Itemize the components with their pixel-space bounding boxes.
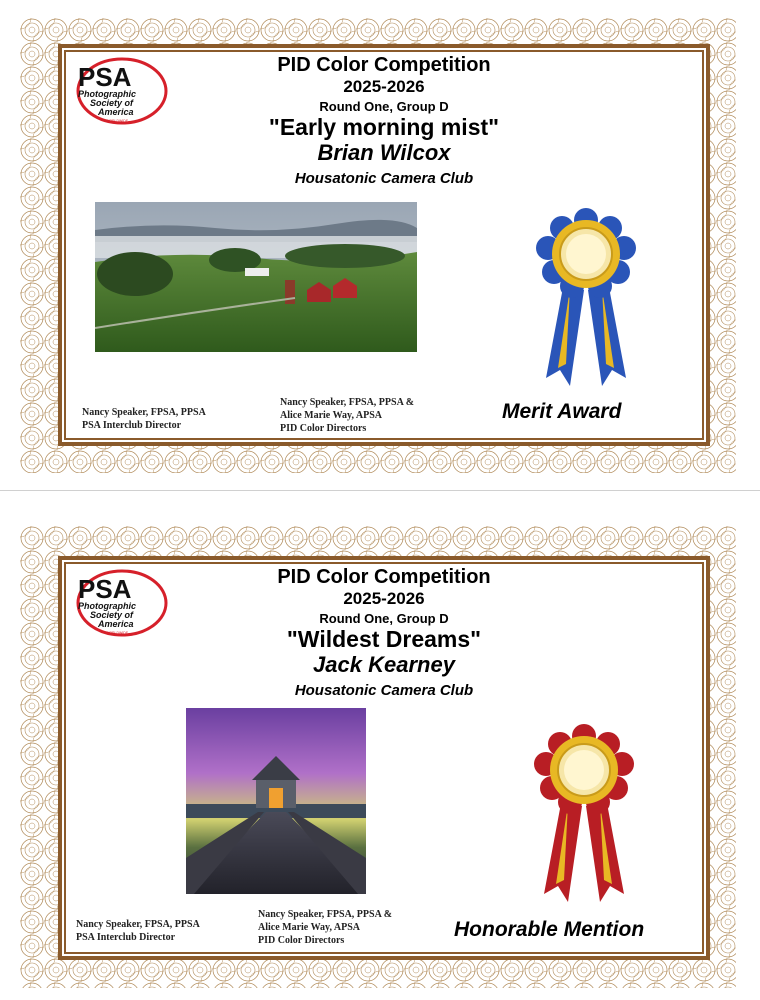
photo-aurora-tower: [186, 708, 366, 894]
svg-text:Society of: Society of: [90, 98, 134, 108]
club-name: Housatonic Camera Club: [294, 682, 474, 699]
competition-round: Round One, Group D: [319, 99, 449, 114]
svg-text:America: America: [98, 619, 134, 629]
svg-text:Photographic: Photographic: [78, 89, 136, 99]
signature-right-line2: Alice Marie Way, APSA: [258, 922, 361, 933]
signature-right-line1: Nancy Speaker, FPSA, PPSA &: [280, 397, 415, 408]
award-label: Merit Award: [502, 400, 622, 423]
signature-left-line2: PSA Interclub Director: [76, 932, 176, 943]
svg-text:America: America: [98, 107, 134, 117]
certificate-merit: [0, 0, 760, 488]
certificate-honorable-mention: [0, 510, 760, 1000]
image-title: "Wildest Dreams": [286, 626, 482, 652]
award-label: Honorable Mention: [454, 918, 645, 941]
photo-farm-mist: [95, 202, 417, 352]
signature-right-line3: PID Color Directors: [280, 423, 367, 434]
signature-left-line2: PSA Interclub Director: [82, 420, 182, 431]
svg-text:Society of: Society of: [90, 610, 134, 620]
svg-text:PSA: PSA: [78, 62, 132, 92]
competition-title: PID Color Competition: [277, 54, 491, 76]
signature-right: [280, 396, 414, 435]
merit-ribbon-icon: [528, 202, 644, 402]
signature-left-line1: Nancy Speaker, FPSA, PPSA: [82, 407, 206, 418]
image-title: "Early morning mist": [268, 114, 500, 140]
club-name: Housatonic Camera Club: [294, 170, 474, 187]
svg-text:WORLDWIDE: WORLDWIDE: [106, 119, 129, 123]
certificate-panel: [58, 556, 710, 960]
signature-left: [82, 406, 206, 432]
svg-text:PSA: PSA: [78, 574, 132, 604]
competition-title: PID Color Competition: [277, 566, 491, 588]
signature-left: [76, 918, 200, 944]
signature-right-line1: Nancy Speaker, FPSA, PPSA &: [258, 909, 393, 920]
certificate-panel: [58, 44, 710, 446]
signature-left-line1: Nancy Speaker, FPSA, PPSA: [76, 919, 200, 930]
page-separator: [0, 490, 760, 491]
signature-right-line2: Alice Marie Way, APSA: [280, 410, 383, 421]
signature-right-line3: PID Color Directors: [258, 935, 345, 946]
author-name: Jack Kearney: [313, 652, 455, 677]
competition-round: Round One, Group D: [319, 611, 449, 626]
honorable-mention-ribbon-icon: [526, 718, 642, 918]
svg-text:WORLDWIDE: WORLDWIDE: [106, 631, 129, 635]
svg-text:Photographic: Photographic: [78, 601, 136, 611]
author-name: Brian Wilcox: [317, 140, 451, 165]
competition-years: 2025-2026: [343, 77, 425, 96]
competition-years: 2025-2026: [343, 589, 425, 608]
signature-right: [258, 908, 392, 947]
